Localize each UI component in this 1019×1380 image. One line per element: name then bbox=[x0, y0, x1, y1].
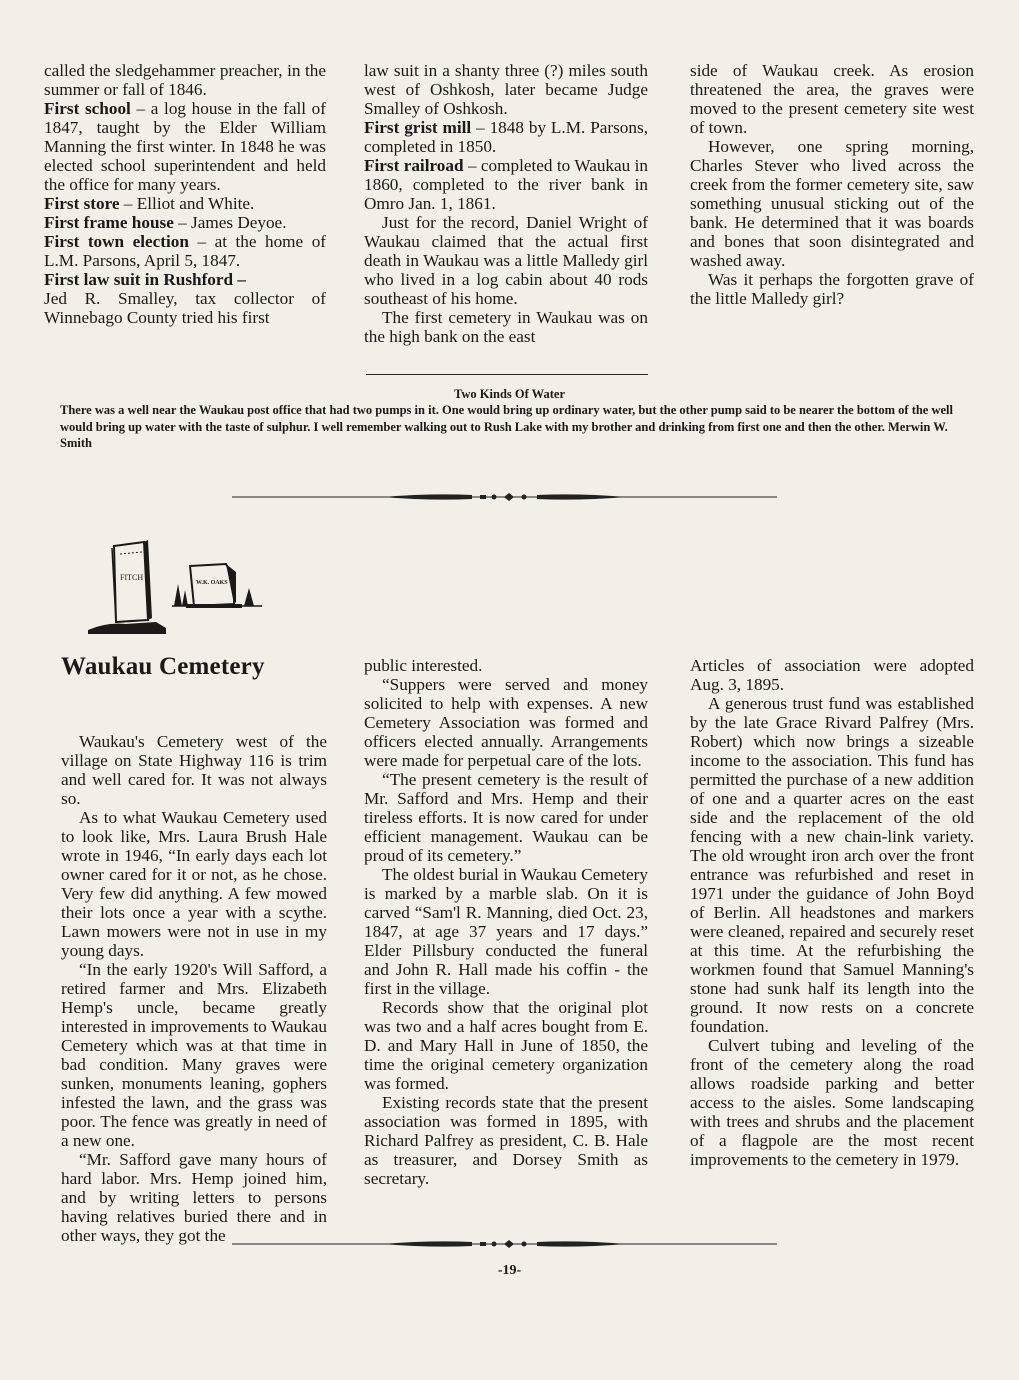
paragraph: “In the early 1920's Will Safford, a retired farmer and Mrs. Elizabeth Hemp's uncle, became greatly interested in improvements to Waukau Cemetery which was at that time in bad condition. Many graves were sunken, monuments leaning, gophers infested the lawn, and the grass was poor. The fence was greatly in need of a new one. bbox=[61, 960, 327, 1150]
marker-inscription: W.K. OAKS bbox=[196, 580, 228, 586]
stone-inscription: FITCH bbox=[120, 573, 144, 582]
ornamental-divider bbox=[232, 490, 777, 504]
entry-label: First law suit in Rushford – bbox=[44, 270, 246, 289]
article-column-1 bbox=[61, 732, 327, 1245]
paragraph: Just for the record, Daniel Wright of Waukau claimed that the actual first death in Waukau was a little Malledy girl who lived in a log cabin about 40 rods southeast of his home. bbox=[364, 213, 648, 308]
paragraph: Articles of association were adopted Aug. 3, 1895. bbox=[690, 656, 974, 694]
article-column-3 bbox=[690, 656, 974, 1169]
top-column-2 bbox=[364, 61, 648, 346]
page-number: -19- bbox=[497, 1263, 522, 1278]
top-column-1 bbox=[44, 61, 326, 327]
entry-label: First grist mill bbox=[364, 118, 472, 137]
paragraph: The oldest burial in Waukau Cemetery is marked by a marble slab. On it is carved “Sam'l R. Manning, died Oct. 23, 1847, at age 37 years and 17 days.” Elder Pillsbury conducted the funeral and John R. Hall made his coffin - the first in the village. bbox=[364, 865, 648, 998]
paragraph: law suit in a shanty three (?) miles south west of Oshkosh, later became Judge Smalley of Oshkosh. bbox=[364, 61, 648, 118]
first-frame-house-entry: First frame house – James Deyoe. bbox=[44, 213, 287, 232]
divider bbox=[366, 374, 648, 375]
first-town-election-entry: First town election – at the home of L.M. Parsons, April 5, 1847. bbox=[44, 232, 327, 270]
paragraph: Was it perhaps the forgotten grave of the little Malledy girl? bbox=[690, 270, 974, 308]
paragraph: “The present cemetery is the result of Mr. Safford and Mrs. Hemp and their tireless efforts. It is now cared for under efficient management. Waukau can be proud of its cemetery.” bbox=[364, 770, 648, 865]
paragraph: “Suppers were served and money solicited to help with expenses. A new Cemetery Association was formed and officers elected annually. Arrangements were made for perpetual care of the lots. bbox=[364, 675, 648, 770]
paragraph: A generous trust fund was established by the late Grace Rivard Palfrey (Mrs. Robert) which now brings a sizeable income to the association. This fund has permitted the purchase of a new addition of one and a quarter acres on the east side and the replacement of the old fencing with a new chain-link variety. The old wrought iron arch over the front entrance was refurbished and reset in 1971 under the guidance of John Boyd of Berlin. All headstones and markers were cleaned, repaired and securely reset at this time. At the refurbishing the workmen found that Samuel Manning's stone had sunk half its length into the ground. It now rests on a concrete foundation. bbox=[690, 694, 974, 1036]
paragraph: However, one spring morning, Charles Stever who lived across the creek from the former cemetery site, saw something unusual sticking out of the bank. He determined that it was boards and bones that soon disintegrated and washed away. bbox=[690, 137, 974, 270]
paragraph: Culvert tubing and leveling of the front of the cemetery along the road allows roadside parking and better access to the aisles. Some landscaping with trees and shrubs and the placement of a flagpole are the most recent improvements to the cemetery in 1979. bbox=[690, 1036, 974, 1169]
ornamental-divider bbox=[232, 1237, 777, 1251]
paragraph: Waukau's Cemetery west of the village on State Highway 116 is trim and well cared for. It was not always so. bbox=[61, 732, 327, 808]
paragraph: called the sledgehammer preacher, in the summer or fall of 1846. bbox=[44, 61, 326, 99]
cemetery-illustration bbox=[86, 538, 270, 640]
paragraph: Records show that the original plot was two and a half acres bought from E. D. and Mary Hall in June of 1850, the time the original cemetery organization was formed. bbox=[364, 998, 648, 1093]
top-column-3 bbox=[690, 61, 974, 308]
paragraph: “Mr. Safford gave many hours of hard labor. Mrs. Hemp joined him, and by writing letters to persons having relatives buried there and in other ways, they got the bbox=[61, 1150, 327, 1245]
entry-label: First railroad bbox=[364, 156, 464, 175]
entry-label: First school bbox=[44, 99, 131, 118]
first-law-suit-entry bbox=[44, 270, 326, 289]
first-store-entry: First store – Elliot and White. bbox=[44, 194, 255, 213]
first-railroad-entry: First railroad – completed to Waukau in 1860, completed to the river bank in Omro Jan. 1, 1861. bbox=[364, 156, 648, 213]
paragraph: The first cemetery in Waukau was on the high bank on the east bbox=[364, 308, 648, 346]
entry-label: First town election bbox=[44, 232, 189, 251]
paragraph: public interested. bbox=[364, 656, 483, 675]
first-grist-mill-entry: First grist mill – 1848 by L.M. Parsons, completed in 1850. bbox=[364, 118, 648, 156]
paragraph: As to what Waukau Cemetery used to look like, Mrs. Laura Brush Hale wrote in 1946, “In early days each lot owner cared for it or not, as he chose. Very few did anything. A few mowed their lots once a year with a scythe. Lawn mowers were not in use in my young days. bbox=[61, 808, 327, 960]
paragraph: Existing records state that the present association was formed in 1895, with Richard Palfrey as president, C. B. Hale as treasurer, and Dorsey Smith as secretary. bbox=[364, 1093, 648, 1188]
paragraph: side of Waukau creek. As erosion threatened the area, the graves were moved to the present cemetery site west of town. bbox=[690, 61, 974, 137]
paragraph: Jed R. Smalley, tax collector of Winnebago County tried his first bbox=[44, 289, 326, 327]
entry-label: First frame house bbox=[44, 213, 174, 232]
article-column-2 bbox=[364, 656, 648, 1188]
sidebar-body: There was a well near the Waukau post office that had two pumps in it. One would bring up ordinary water, but the other pump said to be nearer the bottom of the well would bring up water with the taste of sulphur. I well remember walking out to Rush Lake with my brother and drinking from first one and then the other. Merwin W. Smith bbox=[60, 403, 953, 450]
sidebar-title: Two Kinds Of Water bbox=[453, 387, 565, 401]
entry-label: First store bbox=[44, 194, 120, 213]
first-school-entry: First school – a log house in the fall of 1847, taught by the Elder William Manning the first winter. In 1848 he was elected school superintendent and held the office for many years. bbox=[44, 99, 327, 194]
article-title: Waukau Cemetery bbox=[61, 653, 265, 680]
